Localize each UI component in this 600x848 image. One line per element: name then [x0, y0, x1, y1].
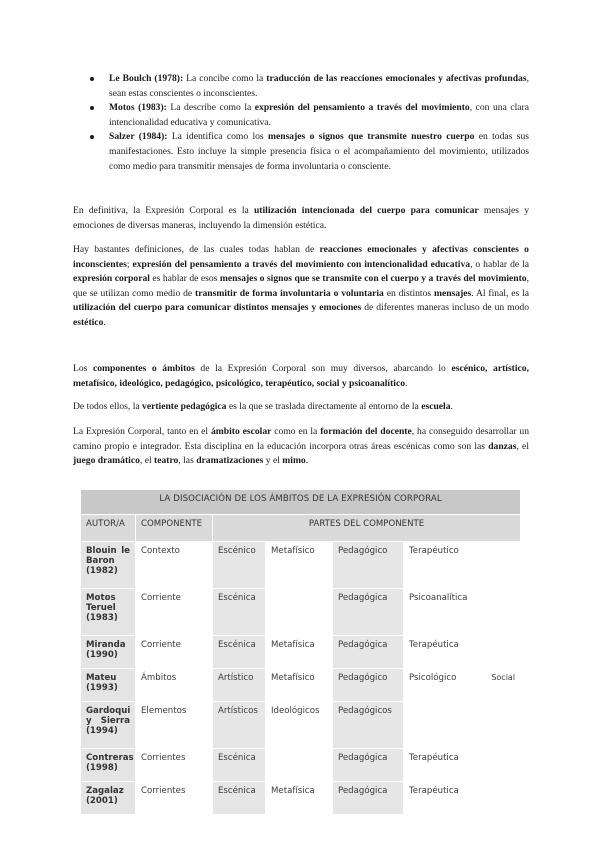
cell-parte: Pedagógico: [333, 669, 404, 702]
cell-componente: Ámbitos: [136, 669, 213, 702]
cell-parte: Pedagógica: [333, 749, 404, 782]
segment: La Expresión Corporal, tanto en el: [73, 426, 211, 437]
segment: y el: [263, 455, 283, 467]
ambitos-table: [80, 489, 521, 815]
cell-parte-text: Psicoanalítica: [409, 593, 468, 603]
cell-parte: Escénica: [213, 636, 266, 669]
cell-parte: Escénica: [213, 782, 266, 815]
segment: traducción de las reacciones emocionales y afectivas profundas: [266, 73, 527, 84]
segment: , ha conseguido desarrollar un camino propio e integrador. Esta disciplina en la educación incorpora otras áreas escénicas como son las: [73, 426, 530, 452]
segment: danzas: [488, 440, 517, 452]
segment: expresión del pensamiento a través del movimiento: [254, 102, 470, 114]
cell-componente: Corriente: [136, 589, 213, 636]
cell-parte-text: Terapéutica: [409, 640, 459, 650]
definitions-list: [73, 72, 529, 174]
segment: . Al final, es la: [471, 287, 529, 299]
segment: La describe como la: [166, 102, 255, 114]
segment: transmitir de forma involuntaria o voluntaria: [195, 287, 384, 299]
segment: .: [450, 401, 453, 412]
cell-parte-text: Terapéutico: [409, 546, 459, 556]
cell-componente: Corrientes: [136, 782, 213, 815]
cell-parte: [266, 749, 333, 782]
cell-parte: Artístico: [213, 669, 266, 702]
segment: mensajes: [433, 287, 472, 299]
table-row: [81, 669, 521, 702]
segment: dramatizaciones: [196, 455, 264, 467]
segment: mensajes o signos que transmite nuestro cuerpo: [267, 131, 475, 143]
cell-componente: Corrientes: [136, 749, 213, 782]
segment: como en la: [271, 426, 321, 437]
table-row: [81, 542, 521, 589]
segment: , o hablar de la: [470, 258, 529, 270]
cell-parte: Ideológicos: [266, 702, 333, 749]
cell-componente: Elementos: [136, 702, 213, 749]
segment: Los: [73, 363, 93, 374]
cell-autor: Miranda (1990): [81, 636, 136, 669]
header-componente: COMPONENTE: [136, 515, 213, 542]
cell-parte-text: Terapéutica: [409, 786, 459, 796]
segment: ;: [126, 258, 133, 270]
cell-autor: Contreras (1998): [81, 749, 136, 782]
cell-parte: [404, 702, 521, 749]
table-row: [81, 782, 521, 815]
segment: expresión del pensamiento a través del movimiento con intencionalidad educativa: [132, 258, 471, 270]
cell-autor: Blouin le Baron (1982): [81, 542, 136, 589]
cell-componente: Corriente: [136, 636, 213, 669]
cell-componente: Contexto: [136, 542, 213, 589]
segment: ámbito escolar: [210, 426, 272, 437]
segment: La concibe como la: [183, 73, 267, 84]
cell-parte: Metafísico: [266, 542, 333, 589]
segment: , el: [139, 455, 155, 467]
cell-parte: Pedagógica: [333, 782, 404, 815]
segment: , con una clara intencionalidad educativa y comunicativa.: [109, 102, 529, 128]
cell-parte: [266, 589, 333, 636]
segment: La identifica como los: [167, 131, 268, 143]
bullet-section: [73, 72, 529, 174]
segment: , el: [516, 440, 529, 452]
table-title: LA DISOCIACIÓN DE LOS ÁMBITOS DE LA EXPRESIÓN CORPORAL: [81, 490, 521, 515]
definition-author: Salzer (1984):: [109, 131, 168, 143]
cell-parte: [404, 782, 521, 815]
cell-parte: Artísticos: [213, 702, 266, 749]
cell-parte: Metafísico: [266, 669, 333, 702]
cell-parte: [404, 589, 521, 636]
cell-parte-text: Terapéutica: [409, 753, 459, 763]
cell-autor: Motos Teruel (1983): [81, 589, 136, 636]
definition-item: [73, 72, 529, 101]
segment: teatro: [154, 455, 179, 467]
segment: es la que se traslada directamente al entorno de la: [226, 401, 422, 412]
table-row: [81, 749, 521, 782]
segment: componentes o ámbitos: [93, 363, 195, 374]
segment: es hablar de esos: [149, 273, 220, 285]
segment: .: [405, 377, 408, 389]
table-title-row: [81, 490, 521, 515]
segment: , que se utilizan como medio de: [73, 273, 529, 299]
segment: escénico, artístico, metafísico, ideológico, pedagógico, psicológico, terapéutico, social y psicoanalítico: [73, 363, 529, 389]
segment: expresión corporal: [73, 273, 150, 285]
definition-item: [73, 101, 529, 130]
cell-parte: [404, 669, 521, 702]
table-header-row: [81, 515, 521, 542]
paragraph-pedagogical: [73, 400, 529, 415]
definition-author: Motos (1983):: [109, 102, 167, 114]
segment: escuela: [421, 401, 451, 412]
cell-parte: Pedagógica: [333, 636, 404, 669]
segment: en todas sus manifestaciones. Esto incluye la simple presencia física o el acompañamiento del movimiento, utilizados como medio para transmitir mensajes de forma involuntaria o consciente.: [109, 131, 529, 172]
segment: , sean estas conscientes o inconscientes.: [109, 73, 529, 99]
cell-parte: [404, 636, 521, 669]
segment: , las: [178, 455, 197, 467]
segment: reacciones emocionales y afectivas conscientes o inconscientes: [73, 244, 529, 270]
table-row: [81, 589, 521, 636]
segment: .: [103, 316, 106, 328]
cell-parte-text: Psicológico: [409, 673, 457, 683]
cell-parte: Metafísica: [266, 782, 333, 815]
segment: mensajes o signos que se transmite con el cuerpo y a través del movimiento: [219, 273, 527, 285]
segment: utilización del cuerpo para comunicar distintos mensajes y emociones: [73, 302, 362, 314]
cell-parte: Pedagógica: [333, 589, 404, 636]
segment: en distintos: [383, 287, 434, 299]
definition-author: Le Boulch (1978):: [109, 73, 184, 84]
segment: estético: [73, 316, 104, 328]
table-row: [81, 702, 521, 749]
segment: formación del docente: [320, 426, 412, 437]
cell-autor: Mateu (1993): [81, 669, 136, 702]
cell-autor: Zagalaz (2001): [81, 782, 136, 815]
segment: de diferentes maneras incluso de un modo: [361, 302, 529, 314]
segment: de la Expresión Corporal son muy diversos, abarcando lo: [194, 363, 452, 374]
segment: mensajes y emociones de diversas maneras, incluyendo la dimensión estética.: [73, 205, 530, 231]
segment: .: [305, 455, 309, 467]
paragraph-summary: [73, 243, 529, 331]
paragraph-definition: [73, 204, 529, 233]
header-partes: PARTES DEL COMPONENTE: [213, 515, 521, 542]
cell-parte: [404, 749, 521, 782]
segment: utilización intencionada del cuerpo para comunicar: [253, 205, 479, 216]
segment: De todos ellos, la: [73, 401, 143, 412]
segment: juego dramático: [73, 455, 140, 467]
cell-parte-extra: Social: [491, 673, 516, 682]
cell-parte: [404, 542, 521, 589]
cell-parte: Escénica: [213, 589, 266, 636]
header-autor: AUTOR/A: [81, 515, 136, 542]
table-row: [81, 636, 521, 669]
cell-parte: Metafísica: [266, 636, 333, 669]
segment: vertiente pedagógica: [142, 401, 227, 412]
segment: mimo: [282, 455, 306, 467]
definition-item: [73, 130, 529, 174]
cell-parte: Escénica: [213, 749, 266, 782]
paragraph-components: [73, 362, 529, 391]
cell-parte: Pedagógico: [333, 542, 404, 589]
segment: En definitiva, la Expresión Corporal es la: [73, 205, 254, 216]
cell-autor: Gardoqui y Sierra (1994): [81, 702, 136, 749]
cell-parte: Pedagógicos: [333, 702, 404, 749]
paragraph-school: [73, 425, 529, 469]
cell-parte: Escénico: [213, 542, 266, 589]
segment: Hay bastantes definiciones, de las cuales todas hablan de: [73, 244, 320, 255]
